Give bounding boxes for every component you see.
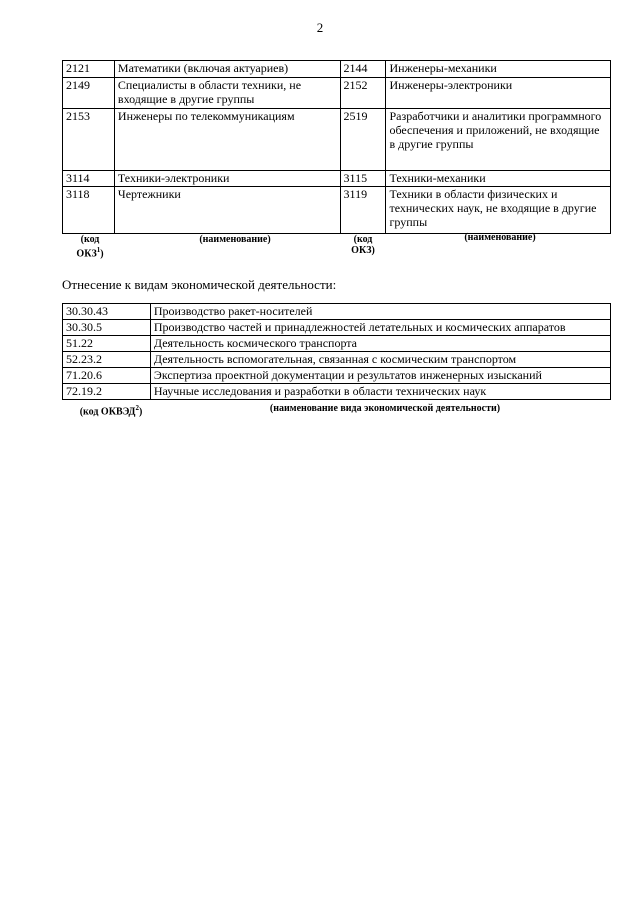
okved-name: Производство ракет-носителей bbox=[150, 304, 610, 320]
okz-name-caption: (наименование) bbox=[199, 234, 271, 245]
section-heading: Отнесение к видам экономической деятельности: bbox=[62, 277, 337, 292]
okved-code-caption bbox=[66, 403, 156, 417]
okz-code: 3118 bbox=[63, 187, 115, 234]
okved-table bbox=[62, 303, 611, 400]
okved-code: 30.30.5 bbox=[63, 320, 151, 336]
okved-name: Производство частей и принадлежностей летательных и космических аппаратов bbox=[150, 320, 610, 336]
okz-table bbox=[62, 60, 611, 234]
okved-name: Деятельность вспомогательная, связанная с космическим транспортом bbox=[150, 352, 610, 368]
okved-name: Научные исследования и разработки в области технических наук bbox=[150, 384, 610, 400]
okz-name: Инженеры-электроники bbox=[386, 78, 611, 109]
okz-name: Техники в области физических и технических наук, не входящие в другие группы bbox=[386, 187, 611, 234]
okz-name: Разработчики и аналитики программного обеспечения и приложений, не входящие в другие группы bbox=[386, 109, 611, 171]
table-row bbox=[63, 320, 611, 336]
okz-name: Техники-механики bbox=[386, 171, 611, 187]
okz-name: Техники-электроники bbox=[114, 171, 340, 187]
okz-name: Инженеры-механики bbox=[386, 61, 611, 78]
footnote-mark: 2 bbox=[135, 404, 139, 412]
okz-name: Специалисты в области техники, не входящие в другие группы bbox=[114, 78, 340, 109]
page-number: 2 bbox=[316, 20, 324, 35]
caption-line: (код ОКВЭД bbox=[79, 406, 136, 418]
caption-line: (код bbox=[353, 234, 373, 245]
okz-code: 2121 bbox=[63, 61, 115, 78]
okved-code: 30.30.43 bbox=[63, 304, 151, 320]
table-row bbox=[63, 61, 611, 78]
okz-name-caption: (наименование) bbox=[464, 232, 536, 243]
table-row bbox=[63, 109, 611, 171]
table-row bbox=[63, 352, 611, 368]
table-row bbox=[63, 336, 611, 352]
okved-code: 51.22 bbox=[63, 336, 151, 352]
table-row bbox=[63, 368, 611, 384]
footnote-mark: 1 bbox=[96, 246, 101, 254]
okz-code: 2153 bbox=[63, 109, 115, 171]
caption-line: ОКЗ) bbox=[351, 245, 375, 256]
okz-name: Инженеры по телекоммуникациям bbox=[114, 109, 340, 171]
okz-name: Чертежники bbox=[114, 187, 340, 234]
table-row bbox=[63, 304, 611, 320]
okved-code: 52.23.2 bbox=[63, 352, 151, 368]
caption-line: (код bbox=[80, 234, 100, 245]
okved-code: 71.20.6 bbox=[63, 368, 151, 384]
table-row bbox=[63, 384, 611, 400]
okz-code: 2152 bbox=[340, 78, 386, 109]
caption-line: ) bbox=[100, 248, 104, 260]
okz-code: 2149 bbox=[63, 78, 115, 109]
okved-code: 72.19.2 bbox=[63, 384, 151, 400]
okz-code-caption bbox=[343, 234, 383, 256]
okz-code-caption bbox=[70, 234, 110, 259]
okz-code: 2519 bbox=[340, 109, 386, 171]
table-row bbox=[63, 171, 611, 187]
okz-name: Математики (включая актуариев) bbox=[114, 61, 340, 78]
okved-name-caption: (наименование вида экономической деятельности) bbox=[269, 403, 501, 414]
caption-line: ОКЗ bbox=[76, 248, 97, 260]
caption-line: ) bbox=[138, 406, 143, 418]
okz-code: 3115 bbox=[340, 171, 386, 187]
okz-code: 3114 bbox=[63, 171, 115, 187]
table-row bbox=[63, 78, 611, 109]
okved-name: Экспертиза проектной документации и результатов инженерных изысканий bbox=[150, 368, 610, 384]
okz-code: 2144 bbox=[340, 61, 386, 78]
okved-name: Деятельность космического транспорта bbox=[150, 336, 610, 352]
table-row bbox=[63, 187, 611, 234]
okz-code: 3119 bbox=[340, 187, 386, 234]
